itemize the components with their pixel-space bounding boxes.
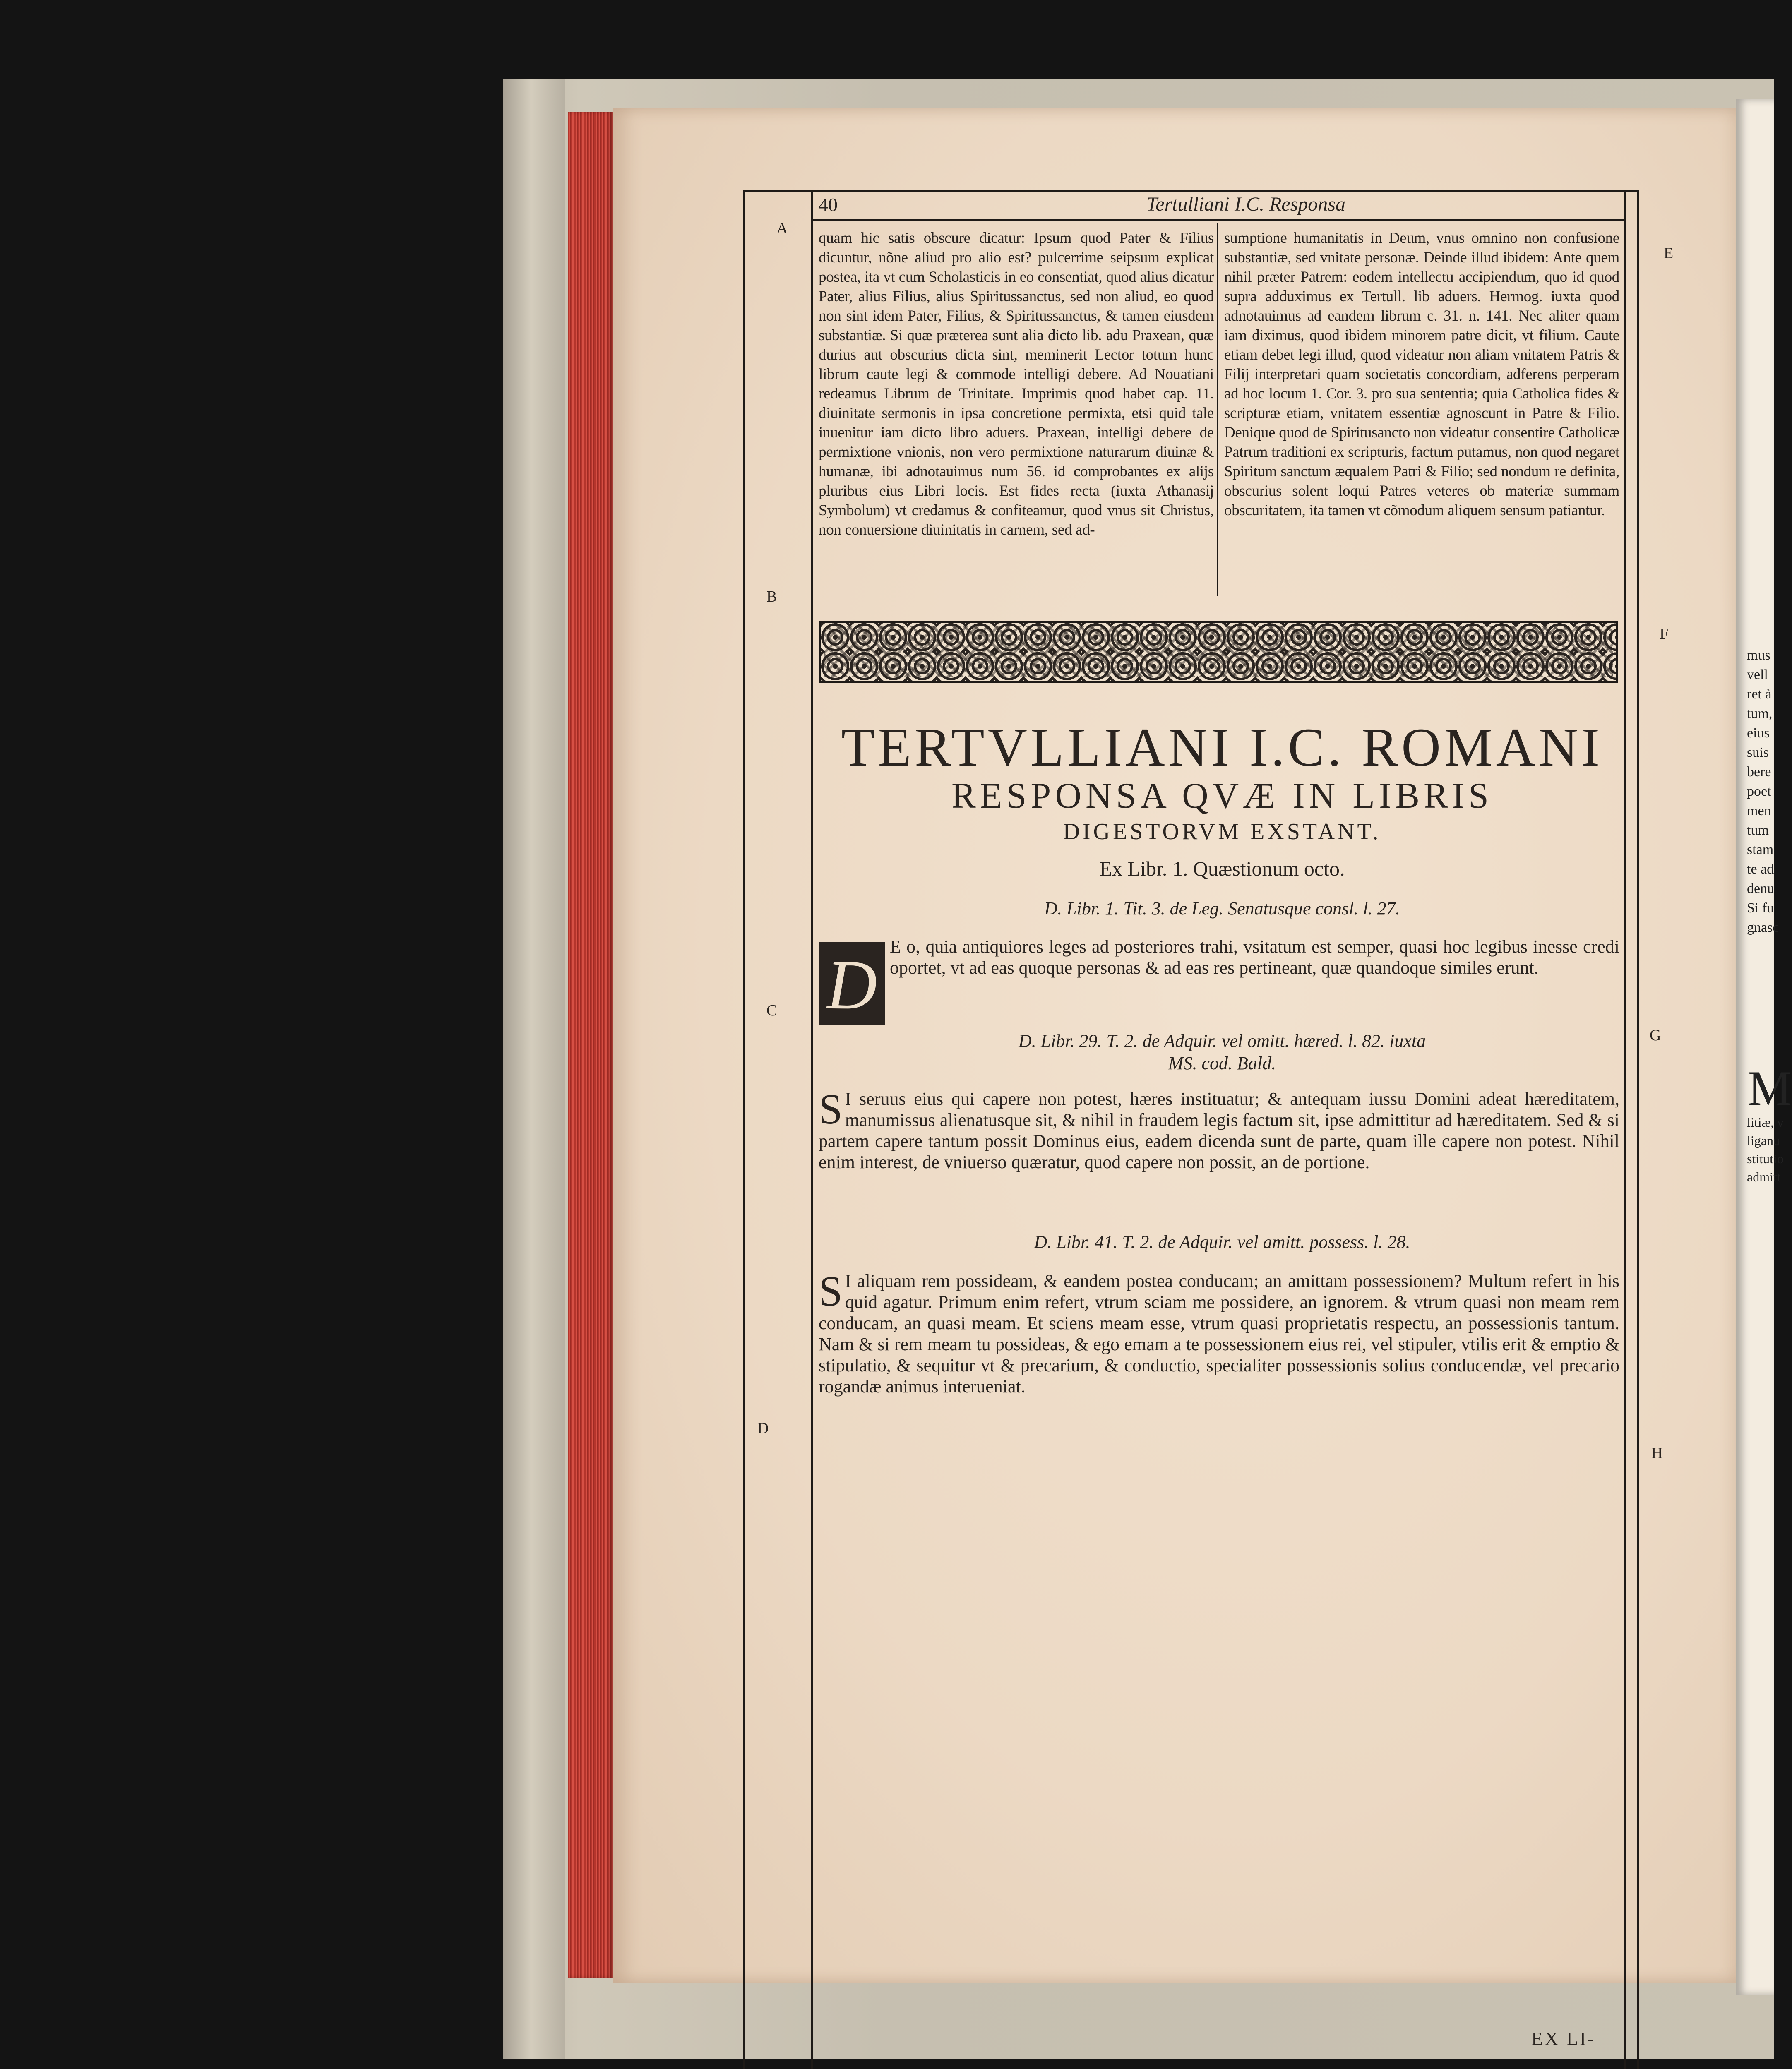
- running-title: Tertulliani I.C. Responsa: [1146, 193, 1345, 215]
- facing-page-line: Si fu: [1747, 900, 1774, 916]
- inner-frame-right-rule: [1624, 190, 1626, 2069]
- facing-page-line: mus: [1747, 648, 1770, 663]
- page-number: 40: [819, 194, 838, 215]
- citation-1: D. Libr. 1. Tit. 3. de Leg. Senatusque consl. l. 27.: [1044, 898, 1400, 919]
- decorated-dropcap: [819, 942, 885, 1025]
- response-text-2: I seruus eius qui capere non potest, hæres instituatur; & antequam iussu Domini adeat hæreditatem, manumissus alienatusque sit, & nihil in fraudem legis factum sit, ipse admittitur ad hæreditatem. Sed & si partem capere tantum possit Dominus eius, eadem dicenda sunt de parte, quam ille capere non potest. Nihil enim interest, de vniuerso quæratur, quod capere non possit, an de portione.: [819, 1089, 1619, 1172]
- citation-2: D. Libr. 29. T. 2. de Adquir. vel omitt. hæred. l. 82. iuxta: [1018, 1031, 1426, 1051]
- margin-letter-d: D: [757, 1420, 769, 1437]
- facing-page-line: stitutio: [1747, 1151, 1784, 1166]
- facing-page-line: stam: [1747, 842, 1774, 857]
- facing-page-line: tum,: [1747, 706, 1773, 721]
- margin-letter-h: H: [1651, 1445, 1663, 1462]
- facing-page-fragment: [1736, 99, 1792, 1995]
- margin-letter-e: E: [1664, 245, 1674, 262]
- facing-page-line: litiæ, v: [1747, 1115, 1784, 1130]
- decorative-ornament-band: [819, 621, 1618, 683]
- facing-page-line: liganu: [1747, 1133, 1780, 1148]
- initial-letter-s: S: [819, 1085, 843, 1133]
- facing-page-initial: M: [1748, 1061, 1792, 1116]
- response-text-3: I aliquam rem possideam, & eandem postea conducam; an amittam possessionem? Multum refert in his quid agatur. Primum enim refert, vtrum sciam me possidere, an ignorem. & vtrum quasi non meam rem conducam, an quasi meam. Et sciens meam esse, vtrum quasi proprietatis respectu, an possessionis tantum. Nam & si rem meam tu possideas, & ego emam a te possessionem eius rei, vel stipuler, vtilis erit & emptio & stipulatio, & sequitur vt & precarium, & conductio, specialiter possessionis solius conducendæ, vel precario rogandæ animus interueniat.: [819, 1271, 1619, 1397]
- initial-letter-s-2: S: [819, 1267, 843, 1315]
- facing-page-line: men: [1747, 803, 1771, 818]
- citation-2-continued: MS. cod. Bald.: [1168, 1053, 1276, 1073]
- catchword: EX LI-: [1531, 2028, 1596, 2049]
- title-line-3: DIGESTORVM EXSTANT.: [1063, 819, 1381, 845]
- citation-3: D. Libr. 41. T. 2. de Adquir. vel amitt. possess. l. 28.: [1034, 1232, 1410, 1252]
- dropcap-letter: D: [826, 946, 877, 1024]
- response-paragraph-1: [890, 936, 1619, 978]
- facing-page-line: poet: [1747, 784, 1771, 799]
- right-column-text: [1224, 228, 1619, 520]
- facing-page-line: gnasc: [1747, 920, 1779, 935]
- red-page-edges: [568, 112, 613, 1978]
- facing-page-line: eius: [1747, 725, 1770, 741]
- facing-page-text: [1747, 646, 1779, 937]
- section-subtitle: Ex Libr. 1. Quæstionum octo.: [1099, 857, 1345, 880]
- facing-page-line: tum: [1747, 823, 1769, 838]
- facing-page-line: suis: [1747, 745, 1769, 760]
- margin-letter-f: F: [1660, 625, 1669, 643]
- facing-page-line: admitt: [1747, 1169, 1781, 1184]
- right-column-paragraph: sumptione humanitatis in Deum, vnus omnino non confusione substantiæ, sed vnitate personæ. Deinde illud ibidem: Ante quem nihil præter Patrem: eodem intellectu accipiendum, quo id quod supra adduximus ex Tertull. lib aduers. Hermog. iuxta quod adnotauimus ad eandem librum c. 31. n. 141. Nec aliter quam iam diximus, quod ibidem minorem patre dicit, vt filium. Caute etiam debet legi illud, quod videatur non aliam vnitatem Patris & Filij interpretari quam societatis concordiam, adferens perperam ad hoc locum 1. Cor. 3. pro sua sententia; quia Catholica fides & scripturæ etiam, vnitatem essentiæ agnoscunt in Patre & Filio. Denique quod de Spiritusancto non videatur consentire Catholicæ Patrum traditioni ex scripturis, factum putamus, non quod negaret Spiritum sanctum æqualem Patri & Filio; sed nondum re definita, obscurius solent loqui Patres veteres ob materiæ summam obscuritatem, ita tamen vt cõmodum aliquem sensum patiantur.: [1224, 230, 1619, 519]
- title-line-1: TERTVLLIANI I.C. ROMANI: [841, 717, 1603, 778]
- response-text-1: E o, quia antiquiores leges ad posteriores trahi, vsitatum est semper, quasi hoc legibus inesse credi oportet, vt ad eas quoque personas & ad eas res pertineant, quæ quandoque similes erunt.: [890, 936, 1619, 978]
- column-divider: [1217, 223, 1218, 596]
- inner-frame-left-rule: [811, 190, 813, 2069]
- book-spine-edge: [503, 79, 565, 2059]
- facing-page-line: bere: [1747, 764, 1771, 780]
- facing-page-line: ret à: [1747, 686, 1772, 702]
- margin-letter-a: A: [776, 220, 788, 237]
- title-line-2: RESPONSA QVÆ IN LIBRIS: [951, 776, 1493, 816]
- left-column-text: [819, 228, 1214, 540]
- facing-page-line: denu: [1747, 881, 1775, 896]
- response-paragraph-3: [819, 1267, 1619, 1397]
- facing-page-line: te ad: [1747, 862, 1774, 877]
- head-rule: [811, 219, 1626, 221]
- margin-letter-b: B: [766, 588, 777, 605]
- margin-letter-c: C: [766, 1002, 777, 1019]
- margin-letter-g: G: [1650, 1027, 1661, 1044]
- facing-page-text-2: [1747, 1113, 1784, 1186]
- facing-page-line: vell: [1747, 667, 1768, 682]
- response-paragraph-2: [819, 1085, 1619, 1173]
- left-column-paragraph: quam hic satis obscure dicatur: Ipsum quod Pater & Filius dicuntur, nõne aliud pro alio est? pulcerrime seipsum explicat postea, ita vt cum Scholasticis in eo consentiat, quod alius dicatur Pater, alius Filius, alius Spiritussanctus, sed non aliud, eo quod non sint idem Pater, Filius, & Spiritussanctus, & tamen eiusdem substantiæ. Si quæ præterea sunt alia dicto lib. adu Praxean, quæ durius aut obscurius dicta sint, meminerit Lector totum hunc librum caute legi & commode intelligi debere. Ad Nouatiani redeamus Librum de Trinitate. Imprimis quod habet cap. 11. diuinitate sermonis in ipsa concretione permixta, etsi quid tale inuenitur iam dicto libro aduers. Praxean, intelligi debere de permixtione vnionis, non vero permixtione naturarum diuinæ & humanæ, ibi adnotauimus num 56. id comprobantes ex alijs pluribus eius Libri locis. Est fides recta (iuxta Athanasij Symbolum) vt credamus & confiteamur, quod vnus sit Christus, non conuersione diuinitatis in carnem, sed ad-: [819, 230, 1214, 538]
